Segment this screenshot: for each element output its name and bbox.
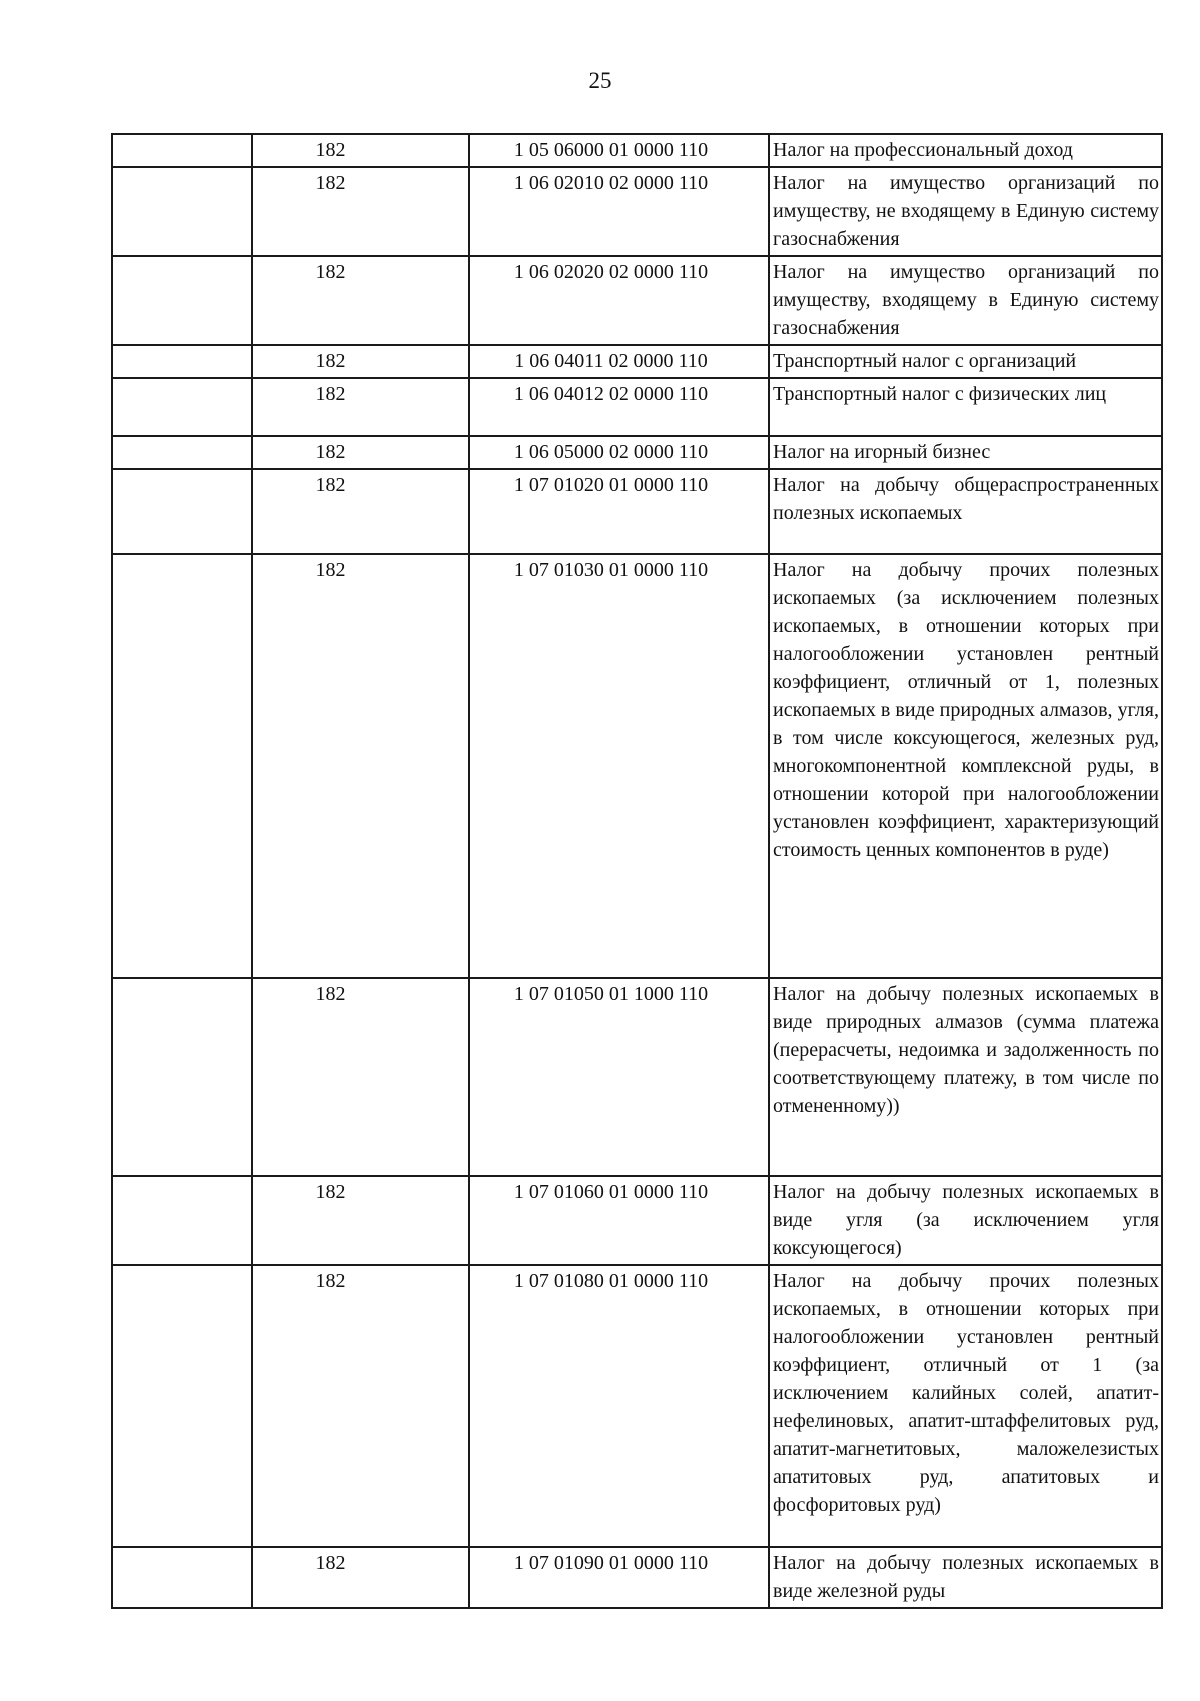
budget-code-cell: 1 07 01060 01 0000 110 bbox=[469, 1176, 769, 1265]
revenue-name-text: Налог на имущество организаций по имуществу, входящему в Единую систему газоснабжения bbox=[773, 261, 1159, 339]
table-row bbox=[112, 167, 1162, 256]
revenue-name-cell bbox=[769, 554, 1162, 978]
empty-cell bbox=[112, 436, 252, 469]
revenue-name-cell bbox=[769, 1547, 1162, 1608]
revenue-name-text: Налог на добычу полезных ископаемых в виде угля (за исключением угля коксующегося) bbox=[773, 1181, 1159, 1259]
table-row bbox=[112, 1547, 1162, 1608]
empty-cell bbox=[112, 1547, 252, 1608]
table-row bbox=[112, 1265, 1162, 1547]
revenue-name-cell bbox=[769, 436, 1162, 469]
empty-cell bbox=[112, 469, 252, 554]
revenue-codes-table bbox=[111, 133, 1163, 1609]
admin-code-cell: 182 bbox=[252, 1265, 469, 1547]
revenue-name-cell bbox=[769, 345, 1162, 378]
budget-code-cell: 1 06 02020 02 0000 110 bbox=[469, 256, 769, 345]
table-row bbox=[112, 554, 1162, 978]
table-row bbox=[112, 378, 1162, 436]
revenue-name-text: Налог на имущество организаций по имуществу, не входящему в Единую систему газоснабжения bbox=[773, 172, 1159, 250]
admin-code-cell: 182 bbox=[252, 554, 469, 978]
revenue-name-cell bbox=[769, 167, 1162, 256]
table-row bbox=[112, 256, 1162, 345]
empty-cell bbox=[112, 1265, 252, 1547]
admin-code-cell: 182 bbox=[252, 167, 469, 256]
empty-cell bbox=[112, 167, 252, 256]
revenue-name-text: Налог на добычу прочих полезных ископаемых, в отношении которых при налогообложении установлен рентный коэффициент, отличный от 1 (за исключением калийных солей, апатит-нефелиновых, апатит-штаффелитовых руд, апатит-магнетитовых, маложелезистых апатитовых руд, апатитовых и фосфоритовых руд) bbox=[773, 1270, 1159, 1516]
revenue-name-cell bbox=[769, 378, 1162, 436]
revenue-name-text: Транспортный налог с организаций bbox=[773, 350, 1077, 372]
revenue-name-text: Налог на профессиональный доход bbox=[773, 139, 1073, 161]
table-row bbox=[112, 978, 1162, 1176]
budget-code-cell: 1 06 05000 02 0000 110 bbox=[469, 436, 769, 469]
admin-code-cell: 182 bbox=[252, 469, 469, 554]
budget-code-cell: 1 07 01050 01 1000 110 bbox=[469, 978, 769, 1176]
revenue-name-text: Налог на игорный бизнес bbox=[773, 441, 991, 463]
revenue-name-text: Налог на добычу полезных ископаемых в виде природных алмазов (сумма платежа (перерасчеты, недоимка и задолженность по соответствующему платежу, в том числе по отмененному)) bbox=[773, 983, 1159, 1117]
budget-code-cell: 1 07 01020 01 0000 110 bbox=[469, 469, 769, 554]
budget-code-cell: 1 07 01030 01 0000 110 bbox=[469, 554, 769, 978]
empty-cell bbox=[112, 554, 252, 978]
budget-code-cell: 1 06 02010 02 0000 110 bbox=[469, 167, 769, 256]
table-row bbox=[112, 134, 1162, 167]
budget-code-cell: 1 07 01080 01 0000 110 bbox=[469, 1265, 769, 1547]
page-number: 25 bbox=[588, 68, 612, 93]
admin-code-cell: 182 bbox=[252, 134, 469, 167]
budget-code-cell: 1 07 01090 01 0000 110 bbox=[469, 1547, 769, 1608]
empty-cell bbox=[112, 1176, 252, 1265]
budget-code-cell: 1 06 04012 02 0000 110 bbox=[469, 378, 769, 436]
admin-code-cell: 182 bbox=[252, 436, 469, 469]
admin-code-cell: 182 bbox=[252, 345, 469, 378]
budget-code-cell: 1 06 04011 02 0000 110 bbox=[469, 345, 769, 378]
budget-code-cell: 1 05 06000 01 0000 110 bbox=[469, 134, 769, 167]
table-row bbox=[112, 345, 1162, 378]
empty-cell bbox=[112, 345, 252, 378]
revenue-name-cell bbox=[769, 1265, 1162, 1547]
revenue-name-cell bbox=[769, 469, 1162, 554]
admin-code-cell: 182 bbox=[252, 378, 469, 436]
admin-code-cell: 182 bbox=[252, 256, 469, 345]
revenue-name-text: Налог на добычу полезных ископаемых в виде железной руды bbox=[773, 1552, 1159, 1602]
revenue-name-cell bbox=[769, 256, 1162, 345]
empty-cell bbox=[112, 378, 252, 436]
revenue-name-cell bbox=[769, 1176, 1162, 1265]
revenue-name-cell bbox=[769, 134, 1162, 167]
table-body bbox=[112, 134, 1162, 1608]
empty-cell bbox=[112, 134, 252, 167]
revenue-name-text: Транспортный налог с физических лиц bbox=[773, 383, 1107, 405]
revenue-name-text: Налог на добычу общераспространенных полезных ископаемых bbox=[773, 474, 1159, 524]
empty-cell bbox=[112, 256, 252, 345]
admin-code-cell: 182 bbox=[252, 1547, 469, 1608]
revenue-name-cell bbox=[769, 978, 1162, 1176]
table-row bbox=[112, 1176, 1162, 1265]
table-row bbox=[112, 469, 1162, 554]
table-row bbox=[112, 436, 1162, 469]
empty-cell bbox=[112, 978, 252, 1176]
admin-code-cell: 182 bbox=[252, 1176, 469, 1265]
admin-code-cell: 182 bbox=[252, 978, 469, 1176]
revenue-name-text: Налог на добычу прочих полезных ископаемых (за исключением полезных ископаемых, в отношении которых при налогообложении установлен рентный коэффициент, отличный от 1, полезных ископаемых в виде природных алмазов, угля, в том числе коксующегося, железных руд, многокомпонентной комплексной руды, в отношении которой при налогообложении установлен коэффициент, характеризующий стоимость ценных компонентов в руде) bbox=[773, 559, 1159, 861]
